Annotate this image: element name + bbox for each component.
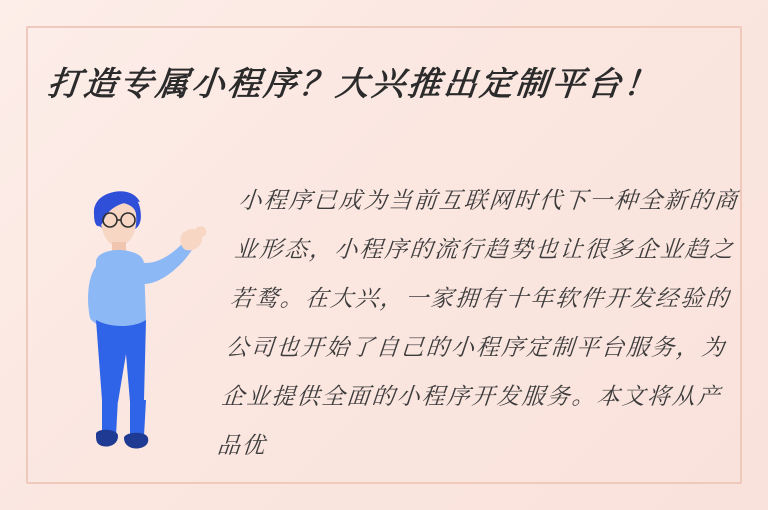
person-pointing-illustration [60,170,210,470]
article-body: 小程序已成为当前互联网时代下一种全新的商业形态，小程序的流行趋势也让很多企业趋之若鹜。在大兴，一家拥有十年软件开发经验的公司也开始了自己的小程序定制平台服务，为企业提供全面的小程序开发服务。本文将从产品优 [216,188,740,458]
page-title: 打造专属小程序？大兴推出定制平台！ [45,67,662,103]
